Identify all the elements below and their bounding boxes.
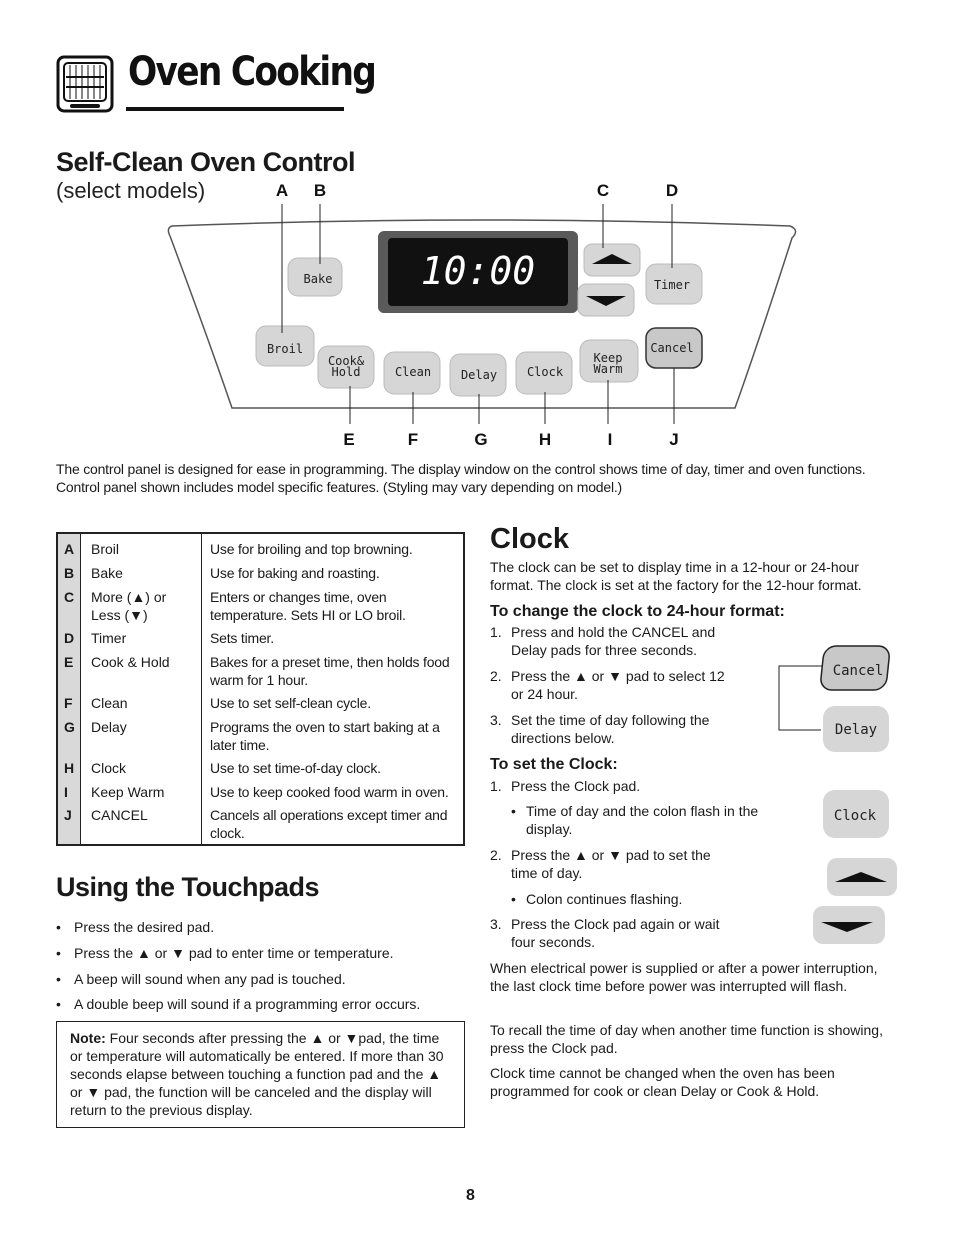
table-desc: Sets timer. (210, 630, 274, 646)
table-name: Cook & Hold (91, 654, 170, 670)
table-name: Delay (91, 719, 127, 735)
clock-paragraph: Clock time cannot be changed when the oven has been programmed for cook or clean Delay or Cook & Hold. (490, 1065, 835, 1099)
clock-pads-illustration (775, 640, 905, 952)
timer-pad[interactable] (646, 264, 702, 304)
table-name: Clock (91, 760, 127, 776)
callout-c: C (596, 181, 610, 200)
svg-text:Broil: Broil (266, 342, 304, 356)
svg-text:Clean: Clean (394, 365, 432, 379)
section-heading-touchpads: Using the Touchpads (56, 872, 320, 902)
callout-g: G (474, 430, 488, 449)
down-arrow-pad-illustration[interactable] (813, 906, 885, 944)
delay-pad[interactable] (450, 354, 506, 396)
svg-text:Timer: Timer (653, 278, 691, 292)
table-key: J (64, 807, 72, 823)
control-panel-diagram (160, 178, 810, 450)
title-underline (126, 107, 344, 111)
table-key: D (64, 630, 75, 646)
callout-i: I (607, 430, 613, 449)
section-subheading: (select models) (56, 178, 206, 203)
svg-text:Clock: Clock (833, 808, 877, 824)
less-arrow-button[interactable] (578, 284, 634, 316)
table-key: G (64, 719, 75, 735)
broil-pad[interactable] (256, 326, 314, 366)
up-arrow-pad-illustration[interactable] (827, 858, 897, 896)
note-text: Four seconds after pressing the ▲ or ▼pad, the time or temperature will automatically be entered. If more than 30 seconds elapse between touching a function pad and the ▲ or ▼ pad, the function will be canceled and the display will return to the previous display. (70, 1030, 444, 1118)
table-name: Broil (91, 541, 120, 557)
table-desc: Use to keep cooked food warm in oven. (210, 784, 449, 800)
cancel-pad[interactable] (646, 328, 702, 368)
note-box (56, 1021, 465, 1128)
table-desc: Use for broiling and top browning. (210, 541, 413, 557)
table-key: B (64, 565, 75, 581)
table-desc: Enters or changes time, oven temperature. Sets HI or LO broil. (210, 589, 406, 623)
callout-h: H (538, 430, 552, 449)
table-name: CANCEL (91, 807, 148, 823)
note-label: Note: (70, 1030, 106, 1046)
svg-text:Warm: Warm (593, 362, 623, 376)
clock-intro: The clock can be set to display time in a 12-hour or 24-hour format. The clock is set at the factory for the 12-hour format. (490, 559, 862, 593)
table-desc: Use to set time-of-day clock. (210, 760, 381, 776)
svg-text:Cook&: Cook& (327, 354, 365, 368)
svg-text:Cancel: Cancel (832, 663, 884, 679)
feature-table (56, 532, 465, 846)
cook-hold-pad[interactable] (318, 346, 374, 388)
section-heading-self-clean: Self-Clean Oven Control (56, 147, 356, 177)
svg-text:Cancel: Cancel (650, 341, 694, 355)
table-name: Timer (91, 630, 127, 646)
clean-pad[interactable] (384, 352, 440, 394)
svg-text:Delay: Delay (460, 368, 498, 382)
table-desc: Cancels all operations except timer and clock. (210, 807, 448, 841)
table-name: More (▲) or Less (▼) (91, 589, 167, 623)
bake-pad[interactable] (288, 258, 342, 296)
section-heading-clock: Clock (490, 523, 569, 555)
subheading-set-clock: To set the Clock: (490, 756, 618, 773)
subheading-24-hour: To change the clock to 24-hour format: (490, 603, 785, 620)
clock-paragraph: To recall the time of day when another time function is showing, press the Clock pad. (490, 1022, 883, 1056)
table-key: I (64, 784, 68, 800)
svg-text:Clock: Clock (526, 365, 564, 379)
keep-warm-pad[interactable] (580, 340, 638, 382)
svg-text:Keep: Keep (593, 351, 623, 365)
table-desc: Use for baking and roasting. (210, 565, 380, 581)
page-number: 8 (466, 1187, 475, 1204)
clock-paragraph: When electrical power is supplied or after a power interruption, the last clock time before power was interrupted will flash. (490, 960, 878, 994)
callout-j: J (669, 430, 679, 449)
clock-pad[interactable] (516, 352, 572, 394)
table-name: Bake (91, 565, 123, 581)
table-key: A (64, 541, 75, 557)
oven-icon (56, 55, 114, 113)
table-key: E (64, 654, 74, 670)
display-time: 10:00 (420, 249, 536, 293)
table-name: Keep Warm (91, 784, 165, 800)
table-key: F (64, 695, 73, 711)
callout-f: F (407, 430, 419, 449)
svg-text:Hold: Hold (331, 365, 361, 379)
table-desc: Bakes for a preset time, then holds food warm for 1 hour. (210, 654, 450, 688)
delay-pad-illustration[interactable] (823, 706, 889, 752)
intro-paragraph: The control panel is designed for ease in programming. The display window on the control shows time of day, timer and oven functions. Control panel shown includes model specific features. (Styling may vary depending on model.) (56, 461, 866, 495)
table-desc: Use to set self-clean cycle. (210, 695, 371, 711)
more-arrow-button[interactable] (584, 244, 640, 276)
svg-text:Bake: Bake (303, 272, 333, 286)
callout-e: E (343, 430, 355, 449)
table-desc: Programs the oven to start baking at a later time. (210, 719, 440, 753)
callout-d: D (665, 181, 679, 200)
clock-pad-illustration[interactable] (823, 790, 889, 838)
page-title: Oven Cooking (128, 49, 376, 95)
callout-b: B (313, 181, 327, 200)
cancel-pad-illustration[interactable] (820, 646, 891, 690)
table-key: C (64, 589, 75, 605)
svg-text:Delay: Delay (834, 722, 878, 738)
table-key: H (64, 760, 75, 776)
callout-a: A (275, 181, 289, 200)
table-name: Clean (91, 695, 128, 711)
